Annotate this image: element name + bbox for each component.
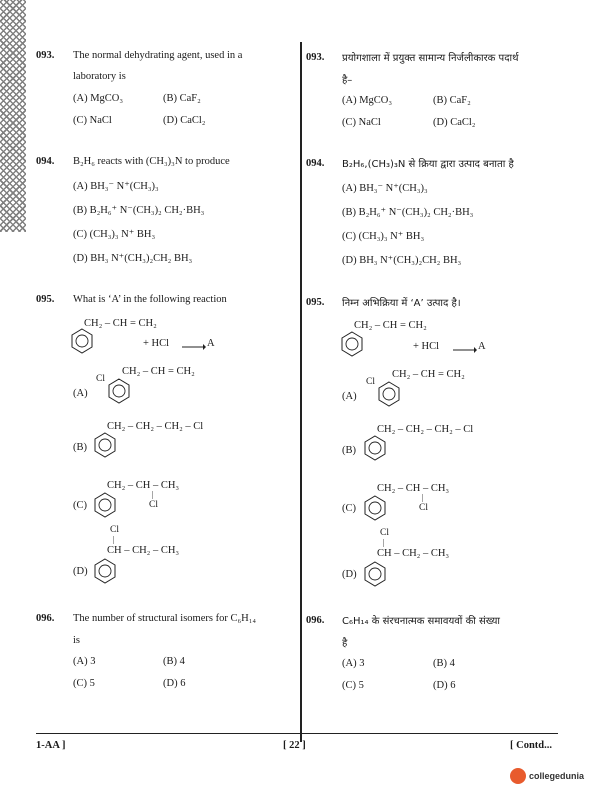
benzene-ring-icon xyxy=(363,435,387,461)
question-text: B₂H₆,(CH₃)₃N से क्रिया द्वारा उत्पाद बनाता है xyxy=(342,159,514,170)
reagent: + HCl xyxy=(413,341,440,352)
option-a: (A) MgCO₃ xyxy=(342,95,393,106)
option-b-chain: CH₂ – CH₂ – CH₂ – Cl xyxy=(107,421,204,432)
question-text-cont: है xyxy=(342,638,348,649)
question-number: 095. xyxy=(36,294,55,305)
question-text: C₆H₁₄ के संरचनात्मक समावयवों की संख्या xyxy=(342,616,501,627)
option-d-cl: Cl xyxy=(110,525,119,535)
option-c-cl: Cl xyxy=(149,500,158,510)
question-text-cont: is xyxy=(73,635,81,646)
option-a: (A) MgCO₃ xyxy=(73,93,124,104)
question-number: 096. xyxy=(36,613,55,624)
bond-line: | xyxy=(152,490,154,499)
option-c-chain: CH₂ – CH – CH₃ xyxy=(107,480,180,491)
option-a-label: (A) xyxy=(73,388,88,399)
benzene-ring-icon xyxy=(107,378,131,404)
option-a: (A) 3 xyxy=(73,656,96,667)
question-text: प्रयोगशाला में प्रयुक्त सामान्य निर्जलीकारक पदार्थ xyxy=(342,53,519,64)
question-text-cont: है– xyxy=(342,75,353,86)
benzene-ring-icon xyxy=(93,432,117,458)
reactant-chain: CH₂ – CH = CH₂ xyxy=(84,318,157,329)
footer-code: 1-AA ] xyxy=(36,740,66,751)
option-c-label: (C) xyxy=(342,503,356,514)
option-a: (A) BH₃⁻ N⁺(CH₃)₃ xyxy=(342,183,428,194)
option-c-chain: CH₂ – CH – CH₃ xyxy=(377,483,450,494)
bond-line: | xyxy=(422,493,424,502)
option-c-cl: Cl xyxy=(419,503,428,513)
option-b-chain: CH₂ – CH₂ – CH₂ – Cl xyxy=(377,424,474,435)
option-a-chain: CH₂ – CH = CH₂ xyxy=(392,369,465,380)
question-number: 095. xyxy=(306,297,325,308)
product-label: A xyxy=(478,341,486,352)
question-text: The normal dehydrating agent, used in a xyxy=(73,50,243,61)
option-d: (D) CaCl₂ xyxy=(433,117,476,128)
option-b: (B) 4 xyxy=(163,656,185,667)
decorative-border xyxy=(0,0,26,232)
option-b-label: (B) xyxy=(342,445,356,456)
option-d-label: (D) xyxy=(73,566,88,577)
question-text: निम्न अभिक्रिया में ‘A’ उत्पाद है। xyxy=(342,298,461,309)
collegedunia-logo-icon xyxy=(510,768,526,784)
option-d: (D) 6 xyxy=(433,680,456,691)
reactant-chain: CH₂ – CH = CH₂ xyxy=(354,320,427,331)
column-divider xyxy=(300,42,302,742)
option-c: (C) (CH₃)₃ N⁺ BH₃ xyxy=(73,229,156,240)
option-c: (C) (CH₃)₃ N⁺ BH₃ xyxy=(342,231,425,242)
option-b: (B) 4 xyxy=(433,658,455,669)
question-number: 096. xyxy=(306,615,325,626)
option-a: (A) 3 xyxy=(342,658,365,669)
option-d-chain: CH – CH₂ – CH₃ xyxy=(377,548,450,559)
question-number: 093. xyxy=(306,52,325,63)
option-c-label: (C) xyxy=(73,500,87,511)
option-a-label: (A) xyxy=(342,391,357,402)
question-number: 094. xyxy=(36,156,55,167)
option-c: (C) 5 xyxy=(73,678,95,689)
bond-line: | xyxy=(113,535,115,544)
question-number: 094. xyxy=(306,158,325,169)
option-a-chain: CH₂ – CH = CH₂ xyxy=(122,366,195,377)
benzene-ring-icon xyxy=(363,561,387,587)
option-a: (A) BH₃⁻ N⁺(CH₃)₃ xyxy=(73,181,159,192)
reaction-arrow-icon xyxy=(182,344,206,350)
question-text: B₂H₆ reacts with (CH₃)₃N to produce xyxy=(73,156,230,167)
option-d-label: (D) xyxy=(342,569,357,580)
option-d-cl: Cl xyxy=(380,528,389,538)
watermark-logo xyxy=(510,768,584,784)
option-d: (D) 6 xyxy=(163,678,186,689)
option-a-cl: Cl xyxy=(96,374,105,384)
question-number: 093. xyxy=(36,50,55,61)
option-b-label: (B) xyxy=(73,442,87,453)
product-label: A xyxy=(207,338,215,349)
benzene-ring-icon xyxy=(93,492,117,518)
page-number: [ 22 ] xyxy=(283,740,306,751)
benzene-ring-icon xyxy=(93,558,117,584)
question-text-cont: laboratory is xyxy=(73,71,126,82)
option-b: (B) B₂H₆⁺ N⁻(CH₃)₂ CH₂·BH₃ xyxy=(73,205,205,216)
benzene-ring-icon xyxy=(70,328,94,354)
option-d: (D) BH₃ N⁺(CH₃)₂CH₂ BH₃ xyxy=(342,255,462,266)
question-text: The number of structural isomers for C₆H₁₄ xyxy=(73,613,257,624)
question-text: What is ‘A’ in the following reaction xyxy=(73,294,227,305)
benzene-ring-icon xyxy=(363,495,387,521)
option-d-chain: CH – CH₂ – CH₃ xyxy=(107,545,180,556)
logo-name: collegedunia xyxy=(528,771,584,781)
footer-rule xyxy=(36,733,558,734)
benzene-ring-icon xyxy=(377,381,401,407)
bond-line: | xyxy=(383,538,385,547)
option-d: (D) BH₃ N⁺(CH₃)₂CH₂ BH₃ xyxy=(73,253,193,264)
option-c: (C) NaCl xyxy=(73,115,112,126)
option-c: (C) 5 xyxy=(342,680,364,691)
option-b: (B) CaF₂ xyxy=(163,93,201,104)
footer-contd: [ Contd... xyxy=(510,740,553,751)
option-b: (B) B₂H₆⁺ N⁻(CH₃)₂ CH₂·BH₃ xyxy=(342,207,474,218)
option-c: (C) NaCl xyxy=(342,117,381,128)
option-d: (D) CaCl₂ xyxy=(163,115,206,126)
option-b: (B) CaF₂ xyxy=(433,95,471,106)
reaction-arrow-icon xyxy=(453,347,477,353)
reagent: + HCl xyxy=(143,338,170,349)
benzene-ring-icon xyxy=(340,331,364,357)
option-a-cl: Cl xyxy=(366,377,375,387)
